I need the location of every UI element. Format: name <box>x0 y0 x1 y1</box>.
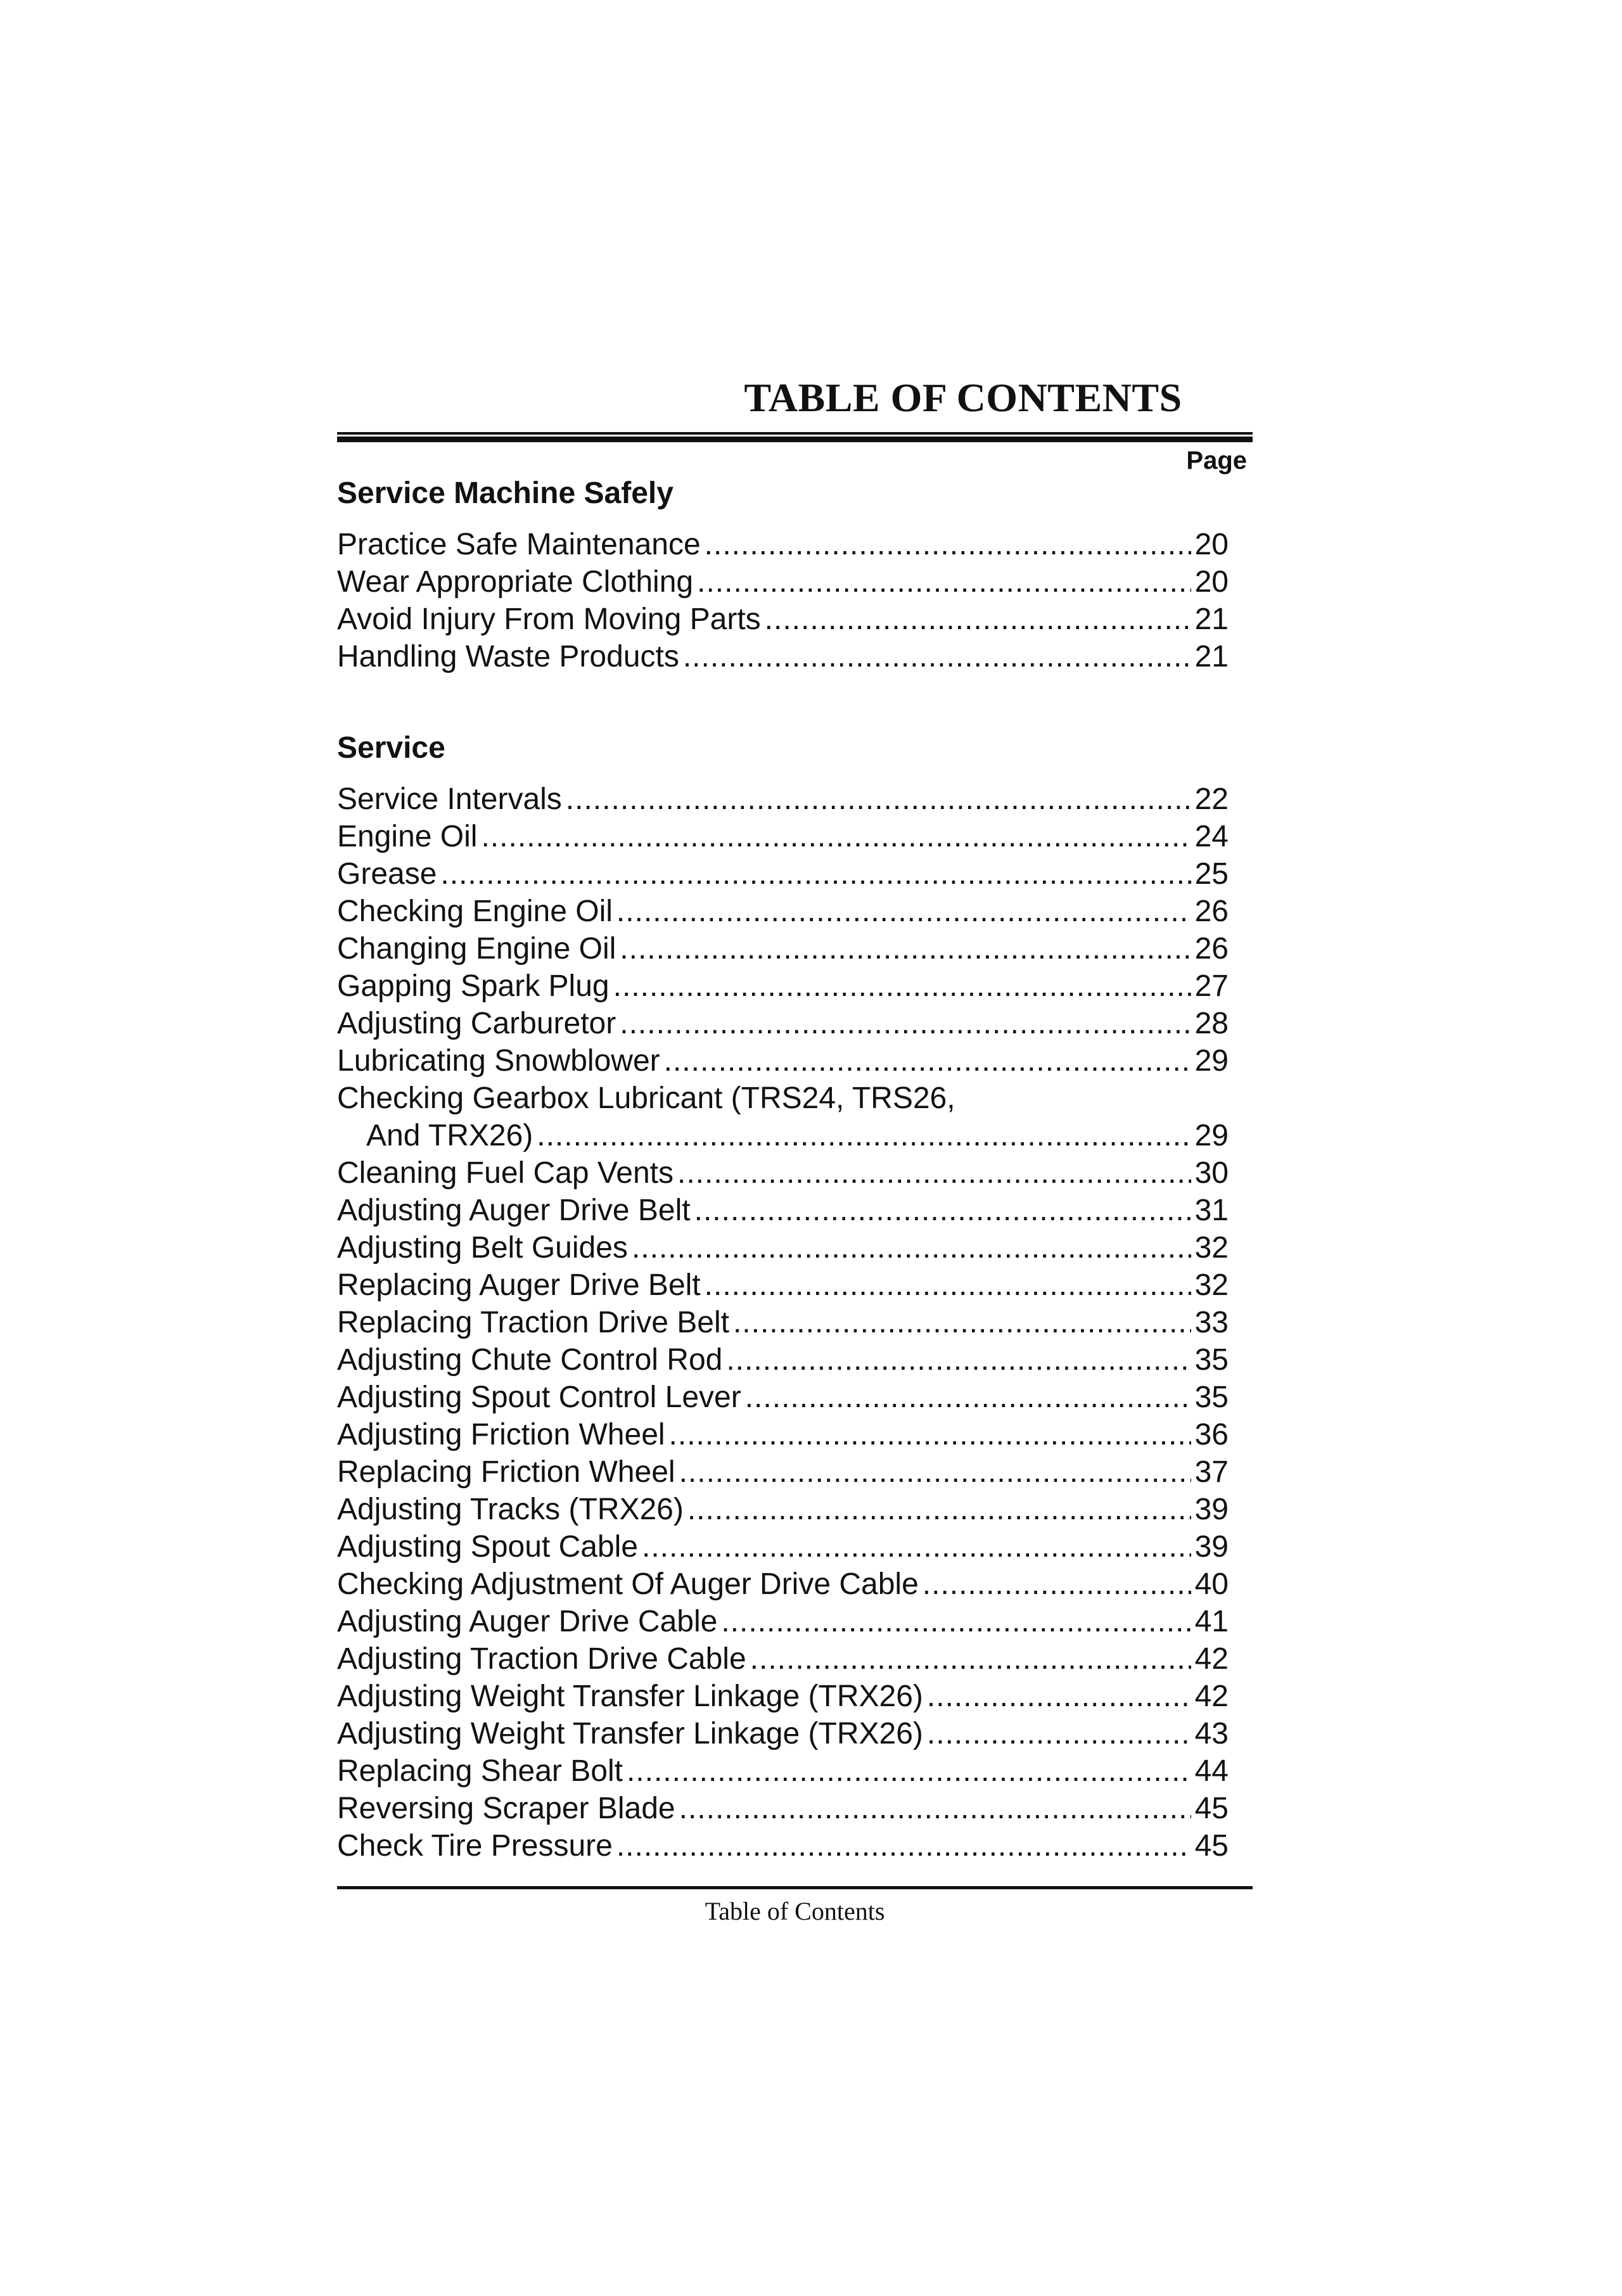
toc-entry-title: Adjusting Weight Transfer Linkage (TRX26) <box>337 1717 923 1751</box>
toc-entry-page: 43 <box>1194 1717 1229 1751</box>
toc-entry-page: 22 <box>1194 782 1229 816</box>
toc-entry-title: Grease <box>337 857 437 891</box>
toc-entry-page: 20 <box>1194 528 1229 561</box>
toc-entry <box>337 893 1229 930</box>
dot-leader <box>721 1603 1191 1640</box>
toc-entry-title: Adjusting Spout Control Lever <box>337 1381 741 1414</box>
toc-entry <box>337 1154 1229 1192</box>
toc-entry <box>337 818 1229 855</box>
toc-entry-page: 29 <box>1194 1119 1229 1152</box>
toc-entry-page: 25 <box>1194 857 1229 891</box>
toc-entry <box>337 1341 1229 1379</box>
toc-entry-page: 33 <box>1194 1306 1229 1339</box>
dot-leader <box>677 1154 1191 1192</box>
page-title: TABLE OF CONTENTS <box>744 375 1182 420</box>
toc-entry-title: Changing Engine Oil <box>337 932 616 966</box>
toc-entry-title: Adjusting Auger Drive Belt <box>337 1194 691 1227</box>
dot-leader <box>923 1566 1191 1603</box>
toc-entry <box>337 781 1229 818</box>
toc-entry-title: Lubricating Snowblower <box>337 1044 660 1078</box>
toc-entry-title: Replacing Traction Drive Belt <box>337 1306 729 1339</box>
toc-entry-title: Reversing Scraper Blade <box>337 1792 675 1825</box>
dot-leader <box>616 1827 1191 1865</box>
dot-leader <box>664 1042 1191 1080</box>
toc-entry-title: Engine Oil <box>337 820 478 853</box>
toc-entry <box>337 967 1229 1005</box>
toc-entry-page: 30 <box>1194 1156 1229 1190</box>
toc-entry-page: 39 <box>1194 1493 1229 1526</box>
toc-entry-page: 26 <box>1194 932 1229 966</box>
toc-entry-title: Replacing Auger Drive Belt <box>337 1268 701 1302</box>
dot-leader <box>683 638 1191 675</box>
toc-entry <box>337 1453 1229 1491</box>
toc-entry <box>337 638 1229 675</box>
toc-entry-title: Check Tire Pressure <box>337 1829 613 1863</box>
toc-entry <box>337 1491 1229 1528</box>
toc-entry-page: 21 <box>1194 603 1229 636</box>
toc-entry-page: 36 <box>1194 1418 1229 1451</box>
page-footer: Table of Contents <box>705 1897 885 1925</box>
dot-leader <box>620 1005 1191 1042</box>
toc-entry-title: Adjusting Weight Transfer Linkage (TRX26) <box>337 1680 923 1713</box>
dot-leader <box>726 1341 1191 1379</box>
toc-entry <box>337 1379 1229 1416</box>
toc-entry-title: Adjusting Friction Wheel <box>337 1418 665 1451</box>
toc-entry-title: Adjusting Belt Guides <box>337 1231 628 1265</box>
toc-entry-continuation <box>337 1117 1229 1154</box>
toc-entry-page: 44 <box>1194 1754 1229 1788</box>
dot-leader <box>705 526 1191 563</box>
dot-leader <box>733 1304 1191 1341</box>
toc-entry-title: Practice Safe Maintenance <box>337 528 701 561</box>
toc-entry-title: Adjusting Traction Drive Cable <box>337 1642 746 1676</box>
toc-entry <box>337 1566 1229 1603</box>
toc-entry-page: 32 <box>1194 1231 1229 1265</box>
toc-entry-page: 32 <box>1194 1268 1229 1302</box>
toc-entry-page: 28 <box>1194 1007 1229 1040</box>
toc-entry <box>337 1640 1229 1678</box>
toc-entry-title: Checking Gearbox Lubricant (TRS24, TRS26, <box>337 1081 955 1115</box>
section-heading: Service Machine Safely <box>337 476 674 510</box>
toc-entry-page: 45 <box>1194 1792 1229 1825</box>
dot-leader <box>566 781 1191 818</box>
toc-entry <box>337 855 1229 893</box>
page-column-label: Page <box>1186 447 1247 475</box>
dot-leader <box>537 1117 1191 1154</box>
dot-leader <box>697 563 1191 601</box>
dot-leader <box>745 1379 1191 1416</box>
toc-entry-title: Adjusting Carburetor <box>337 1007 616 1040</box>
toc-entry-title: Adjusting Tracks (TRX26) <box>337 1493 684 1526</box>
dot-leader <box>705 1266 1191 1304</box>
toc-entry <box>337 526 1229 563</box>
toc-entry <box>337 1678 1229 1715</box>
dot-leader <box>620 930 1191 967</box>
toc-entry-page: 35 <box>1194 1381 1229 1414</box>
toc-entry-page: 41 <box>1194 1605 1229 1638</box>
toc-entry-title: Checking Engine Oil <box>337 895 613 928</box>
toc-entry-title: Avoid Injury From Moving Parts <box>337 603 761 636</box>
toc-entry <box>337 1752 1229 1790</box>
toc-entry-page: 42 <box>1194 1680 1229 1713</box>
toc-entry-title: Adjusting Chute Control Rod <box>337 1343 723 1377</box>
dot-leader <box>440 855 1191 893</box>
toc-entry-title: Replacing Shear Bolt <box>337 1754 623 1788</box>
dot-leader <box>765 601 1191 638</box>
toc-entry-title: Checking Adjustment Of Auger Drive Cable <box>337 1567 919 1601</box>
toc-entry <box>337 563 1229 601</box>
toc-entry <box>337 1192 1229 1229</box>
toc-entry-title: Adjusting Spout Cable <box>337 1530 638 1564</box>
toc-entry-page: 39 <box>1194 1530 1229 1564</box>
toc-entry <box>337 1080 1229 1117</box>
toc-entry-title-continued: And TRX26) <box>366 1119 533 1152</box>
toc-entry-title: Adjusting Auger Drive Cable <box>337 1605 718 1638</box>
dot-leader <box>669 1416 1191 1453</box>
section-heading: Service <box>337 731 445 765</box>
toc-entry <box>337 1416 1229 1453</box>
toc-entry-page: 40 <box>1194 1567 1229 1601</box>
toc-entry <box>337 1827 1229 1865</box>
toc-entry <box>337 1304 1229 1341</box>
toc-entry <box>337 1528 1229 1566</box>
toc-entry-title: Wear Appropriate Clothing <box>337 565 694 599</box>
toc-entry-page: 24 <box>1194 820 1229 853</box>
toc-entry <box>337 930 1229 967</box>
dot-leader <box>694 1192 1191 1229</box>
dot-leader <box>481 818 1191 855</box>
toc-entry <box>337 1266 1229 1304</box>
toc-entry-title: Gapping Spark Plug <box>337 969 610 1003</box>
footer-rule <box>337 1886 1253 1889</box>
toc-entry-page: 35 <box>1194 1343 1229 1377</box>
dot-leader <box>927 1715 1191 1752</box>
toc-entry-page: 21 <box>1194 640 1229 673</box>
toc-entry-title: Cleaning Fuel Cap Vents <box>337 1156 674 1190</box>
dot-leader <box>632 1229 1191 1266</box>
toc-entry <box>337 1005 1229 1042</box>
toc-entry <box>337 601 1229 638</box>
dot-leader <box>679 1790 1191 1827</box>
toc-entry <box>337 1229 1229 1266</box>
dot-leader <box>679 1453 1191 1491</box>
toc-entry <box>337 1715 1229 1752</box>
toc-entry-page: 29 <box>1194 1044 1229 1078</box>
toc-entry-page: 42 <box>1194 1642 1229 1676</box>
toc-entry <box>337 1790 1229 1827</box>
toc-entry-page: 26 <box>1194 895 1229 928</box>
toc-entry-page: 37 <box>1194 1455 1229 1489</box>
toc-entry <box>337 1603 1229 1640</box>
dot-leader <box>613 967 1191 1005</box>
dot-leader <box>687 1491 1191 1528</box>
toc-entry-page: 27 <box>1194 969 1229 1003</box>
toc-entry-page: 20 <box>1194 565 1229 599</box>
toc-entry-title: Replacing Friction Wheel <box>337 1455 675 1489</box>
toc-entry-page: 31 <box>1194 1194 1229 1227</box>
dot-leader <box>627 1752 1191 1790</box>
dot-leader <box>616 893 1191 930</box>
toc-entry-page: 45 <box>1194 1829 1229 1863</box>
dot-leader <box>750 1640 1191 1678</box>
toc-entry-title: Service Intervals <box>337 782 562 816</box>
dot-leader <box>642 1528 1191 1566</box>
dot-leader <box>927 1678 1191 1715</box>
toc-entry-title: Handling Waste Products <box>337 640 679 673</box>
toc-entry <box>337 1042 1229 1080</box>
